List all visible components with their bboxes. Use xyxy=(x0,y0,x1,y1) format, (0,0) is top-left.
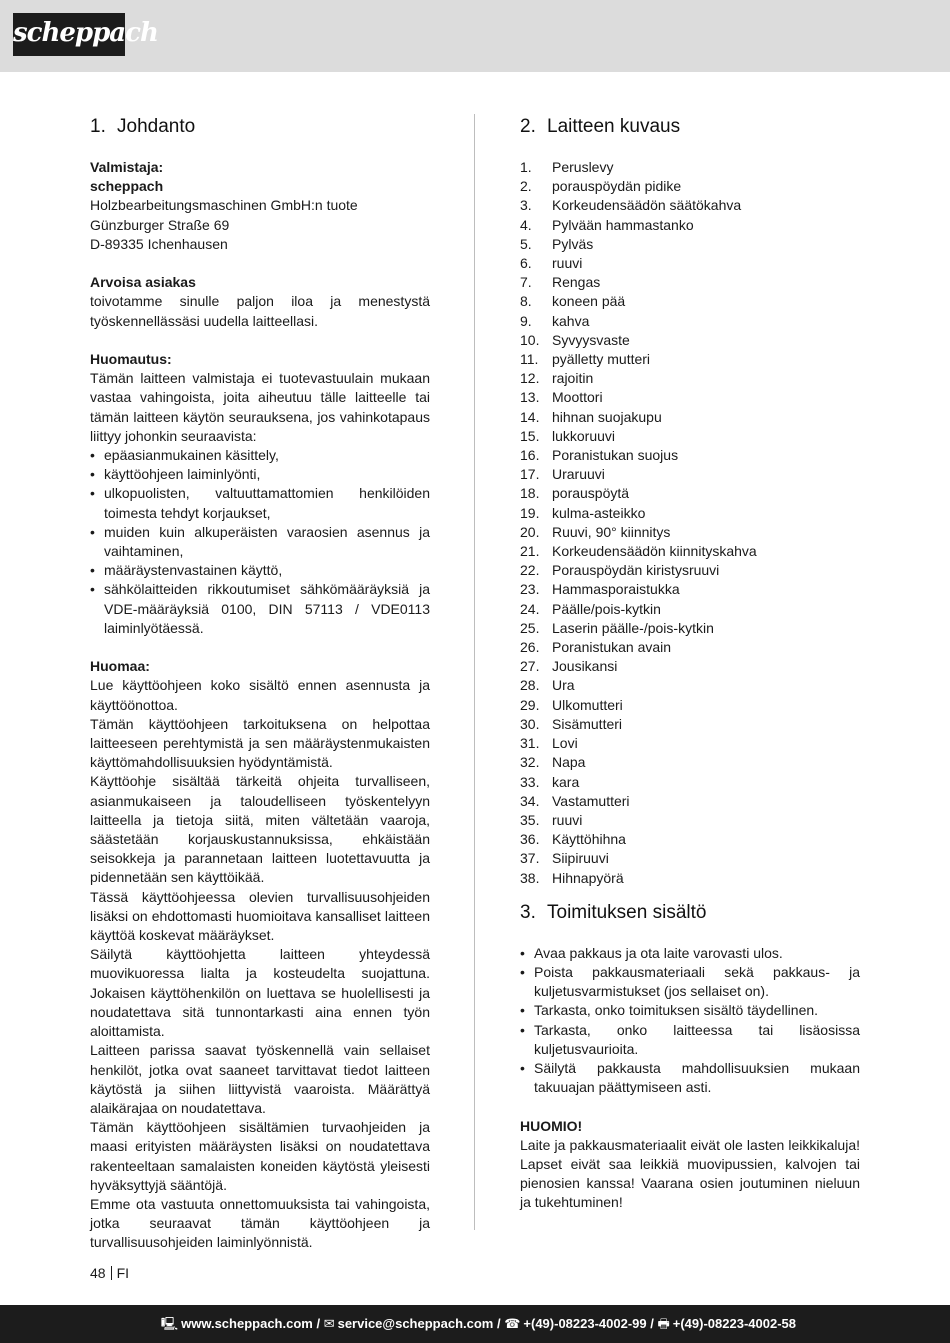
footer-band xyxy=(0,1305,950,1343)
parts-list-item xyxy=(520,830,860,849)
parts-list-item xyxy=(520,465,860,484)
part-name: Ulkomutteri xyxy=(552,696,623,713)
part-number: 38. xyxy=(520,869,540,886)
part-name: Pylväs xyxy=(552,235,594,252)
part-name: pyälletty mutteri xyxy=(552,351,651,368)
part-number: 33. xyxy=(520,773,540,790)
part-number: 8. xyxy=(520,293,532,310)
part-number: 9. xyxy=(520,312,532,329)
part-name: Päälle/pois-kytkin xyxy=(552,600,661,617)
list-item: • Avaa pakkaus ja ota laite varovasti ulos. xyxy=(520,944,860,963)
parts-list-item xyxy=(520,734,860,753)
parts-list-item xyxy=(520,235,860,254)
delivery-list xyxy=(520,944,860,1098)
part-name: Syvyysvaste xyxy=(552,331,630,348)
part-name: koneen pää xyxy=(552,293,626,310)
note-label: Huomaa: xyxy=(90,658,150,675)
parts-list-item xyxy=(520,619,860,638)
notice-list xyxy=(90,446,430,638)
part-name: Porauspöydän kiristysruuvi xyxy=(552,562,720,579)
list-item: • Tarkasta, onko laitteessa tai lisäosissa kuljetusvaurioita. xyxy=(520,1021,860,1059)
part-number: 13. xyxy=(520,389,540,406)
list-item: • määräystenvastainen käyttö, xyxy=(90,561,430,580)
parts-list-item xyxy=(520,312,860,331)
parts-list-item xyxy=(520,523,860,542)
parts-list-item xyxy=(520,292,860,311)
note-paragraph: Laitteen parissa saavat työskennellä vain sellaiset henkilöt, jotka ovat saaneet tarvittavat tiedot laitteen käytöstä ja siihen liittyvistä vaaroista. Määrättyä alaikärajaa on noudatettava. xyxy=(90,1042,430,1116)
parts-list-item xyxy=(520,869,860,888)
parts-list-item xyxy=(520,331,860,350)
part-number: 4. xyxy=(520,216,532,233)
part-number: 32. xyxy=(520,754,540,771)
part-name: Ruuvi, 90° kiinnitys xyxy=(552,523,671,540)
footer-web: www.scheppach.com / xyxy=(181,1316,321,1331)
parts-list xyxy=(520,158,860,888)
parts-list-item xyxy=(520,792,860,811)
part-number: 30. xyxy=(520,715,540,732)
part-name: Korkeudensäädön kiinnityskahva xyxy=(552,543,757,560)
part-name: Uraruuvi xyxy=(552,466,605,483)
part-name: Vastamutteri xyxy=(552,792,630,809)
part-name: Käyttöhihna xyxy=(552,831,626,848)
part-number: 16. xyxy=(520,447,540,464)
part-number: 2. xyxy=(520,178,532,195)
part-number: 7. xyxy=(520,274,532,291)
parts-list-item xyxy=(520,676,860,695)
parts-list-item xyxy=(520,216,860,235)
part-number: 20. xyxy=(520,523,540,540)
parts-list-item xyxy=(520,177,860,196)
part-number: 24. xyxy=(520,600,540,617)
part-name: Napa xyxy=(552,754,586,771)
mail-icon: ✉ xyxy=(323,1316,335,1331)
part-number: 23. xyxy=(520,581,540,598)
list-item: • epäasianmukainen käsittely, xyxy=(90,446,430,465)
note-paragraph: Tämän käyttöohjeen sisältämien turvaohjeiden ja maasi erityisten määräysten lisäksi on noudatettava rakenteeltaan samalaisten koneiden käytöstä yleisesti hyväksyttyjä sääntöjä. xyxy=(90,1119,430,1193)
part-number: 36. xyxy=(520,831,540,848)
part-name: hihnan suojakupu xyxy=(552,408,662,425)
part-number: 11. xyxy=(520,351,539,368)
parts-list-item xyxy=(520,849,860,868)
scheppach-logo: scheppach xyxy=(13,13,125,56)
part-name: Hammasporaistukka xyxy=(552,581,680,598)
part-name: Moottori xyxy=(552,389,603,406)
note-paragraph: Tämän käyttöohjeen tarkoituksena on helpottaa laitteeseen perehtymistä ja sen määräystenmukaisten käyttömahdollisuuksien hyödyntämistä. xyxy=(90,715,430,771)
parts-list-item xyxy=(520,561,860,580)
phone-icon: ☎ xyxy=(504,1316,521,1331)
part-number: 34. xyxy=(520,792,540,809)
part-number: 29. xyxy=(520,696,540,713)
part-name: Rengas xyxy=(552,274,601,291)
company-name: scheppach xyxy=(90,178,164,195)
parts-list-item xyxy=(520,773,860,792)
parts-list-item xyxy=(520,504,860,523)
parts-list-item xyxy=(520,696,860,715)
note-paragraph: Käyttöohje sisältää tärkeitä ohjeita turvalliseen, asianmukaiseen ja taloudelliseen työskentelyyn laitteella ja tietoja siitä, miten vältetään vaaroja, säästetään korjauskustannuksissa, ehkäistään seisokkeja ja parannetaan laitteen luotettavuutta ja pidennetään sen käyttöikää. xyxy=(90,773,430,886)
part-number: 10. xyxy=(520,331,540,348)
parts-list-item xyxy=(520,446,860,465)
notice-label: Huomautus: xyxy=(90,351,172,367)
part-name: Hihnapyörä xyxy=(552,869,624,886)
dear-customer-label: Arvoisa asiakas xyxy=(90,274,196,291)
footer-phone: +(49)-08223-4002-99 / xyxy=(523,1316,654,1331)
manufacturer-label: Valmistaja: xyxy=(90,159,164,175)
parts-list-item xyxy=(520,388,860,407)
note-paragraph: Tässä käyttöohjeessa olevien turvallisuusohjeiden lisäksi on ehdottomasti huomioitava kansalliset laitteen käyttöä koskevat määräykset. xyxy=(90,888,430,944)
notice-text: Tämän laitteen valmistaja ei tuotevastuulain mukaan vastaa vahingoista, joita aiheutuu tälle laitteelle tai tämän laitteen käytön seurauksena, jos vahinkotapaus liittyy johonkin seuraavista: xyxy=(90,370,430,444)
part-name: porauspöydän pidike xyxy=(552,178,682,195)
list-item: • käyttöohjeen laiminlyönti, xyxy=(90,465,430,484)
part-name: Sisämutteri xyxy=(552,715,623,732)
list-item: • sähkölaitteiden rikkoutumiset sähkömääräyksiä ja VDE-määräyksiä 0100, DIN 57113 / VDE0113 laiminlyötäessä. xyxy=(90,580,430,638)
part-name: Laserin päälle-/pois-kytkin xyxy=(552,619,714,636)
part-number: 6. xyxy=(520,255,532,272)
parts-list-item xyxy=(520,580,860,599)
section-heading-device-description: 2. Laitteen kuvaus xyxy=(520,116,681,137)
section-heading-introduction: 1. Johdanto xyxy=(90,116,196,137)
part-name: Ura xyxy=(552,677,575,694)
fax-icon: 🖶 xyxy=(657,1316,670,1331)
parts-list-item xyxy=(520,542,860,561)
part-number: 19. xyxy=(520,504,540,521)
parts-list-item xyxy=(520,196,860,215)
parts-list-item xyxy=(520,811,860,830)
part-number: 25. xyxy=(520,619,540,636)
part-name: rajoitin xyxy=(552,370,594,387)
part-name: Lovi xyxy=(552,735,578,752)
parts-list-item xyxy=(520,350,860,369)
part-name: Poranistukan avain xyxy=(552,639,672,656)
footer-mail: service@scheppach.com / xyxy=(337,1316,501,1331)
part-number: 31. xyxy=(520,735,540,752)
part-name: kara xyxy=(552,773,580,790)
column-divider xyxy=(474,114,475,1230)
parts-list-item xyxy=(520,158,860,177)
part-number: 37. xyxy=(520,850,540,867)
note-paragraph: Emme ota vastuuta onnettomuuksista tai vahingoista, jotka seuraavat tämän käyttöohjeen ja turvallisuusohjeiden laiminlyönnistä. xyxy=(90,1195,430,1251)
part-number: 22. xyxy=(520,562,540,579)
left-column xyxy=(90,116,430,1253)
right-column xyxy=(520,116,860,1213)
parts-list-item xyxy=(520,638,860,657)
parts-list-item xyxy=(520,600,860,619)
parts-list-item xyxy=(520,657,860,676)
part-name: Siipiruuvi xyxy=(552,850,609,867)
address-line: D-89335 Ichenhausen xyxy=(90,235,228,252)
address-line: Holzbearbeitungsmaschinen GmbH:n tuote xyxy=(90,197,358,214)
part-name: Poranistukan suojus xyxy=(552,447,679,464)
part-number: 27. xyxy=(520,658,540,675)
part-name: lukkoruuvi xyxy=(552,427,616,444)
part-number: 21. xyxy=(520,543,540,560)
parts-list-item xyxy=(520,427,860,446)
parts-list-item xyxy=(520,273,860,292)
part-number: 5. xyxy=(520,235,532,252)
section-heading-delivery-contents: 3. Toimituksen sisältö xyxy=(520,901,707,923)
part-number: 17. xyxy=(520,466,540,483)
parts-list-item xyxy=(520,408,860,427)
part-number: 12. xyxy=(520,370,540,387)
list-item: • Poista pakkausmateriaali sekä pakkaus- ja kuljetusvarmistukset (jos sellaiset on). xyxy=(520,963,860,1001)
part-name: Jousikansi xyxy=(552,658,618,675)
part-number: 35. xyxy=(520,811,540,828)
part-name: ruuvi xyxy=(552,811,583,828)
list-item: • ulkopuolisten, valtuuttamattomien henkilöiden toimesta tehdyt korjaukset, xyxy=(90,484,430,522)
part-number: 14. xyxy=(520,408,540,425)
parts-list-item xyxy=(520,715,860,734)
parts-list-item xyxy=(520,254,860,273)
footer-fax: +(49)-08223-4002-58 xyxy=(672,1316,796,1331)
warning-label: HUOMIO! xyxy=(520,1117,583,1134)
address-line: Günzburger Straße 69 xyxy=(90,216,230,233)
part-number: 3. xyxy=(520,197,532,214)
part-number: 15. xyxy=(520,427,540,444)
parts-list-item xyxy=(520,369,860,388)
part-name: kahva xyxy=(552,312,590,329)
computer-icon: 🖳 xyxy=(160,1316,179,1331)
note-paragraph: Lue käyttöohjeen koko sisältö ennen asennusta ja käyttöönottoa. xyxy=(90,677,430,713)
part-name: Pylvään hammastanko xyxy=(552,216,694,233)
dear-customer-text: toivotamme sinulle paljon iloa ja menestystä työskennellässäsi uudella laitteellasi. xyxy=(90,293,430,329)
part-name: ruuvi xyxy=(552,255,583,272)
note-paragraph: Säilytä käyttöohjetta laitteen yhteydessä muovikuoressa lialta ja kosteudelta suojattuna. Jokaisen käyttöhenkilön on luettava se huolellisesti ja noudatettava sitä tunnontarkasti aina ennen työn aloittamista. xyxy=(90,946,430,1040)
list-item: • muiden kuin alkuperäisten varaosien asennus ja vaihtaminen, xyxy=(90,523,430,561)
part-name: Korkeudensäädön säätökahva xyxy=(552,197,742,214)
page-number: 48 FI xyxy=(90,1265,130,1281)
parts-list-item xyxy=(520,753,860,772)
part-number: 1. xyxy=(520,159,532,175)
list-item: • Tarkasta, onko toimituksen sisältö täydellinen. xyxy=(520,1001,860,1020)
part-name: porauspöytä xyxy=(552,485,630,502)
parts-list-item xyxy=(520,484,860,503)
part-number: 26. xyxy=(520,639,540,656)
part-name: kulma-asteikko xyxy=(552,504,646,521)
part-number: 18. xyxy=(520,485,540,502)
list-item: • Säilytä pakkausta mahdollisuuksien mukaan takuuajan päättymiseen asti. xyxy=(520,1059,860,1097)
part-name: Peruslevy xyxy=(552,159,614,175)
part-number: 28. xyxy=(520,677,540,694)
header-band xyxy=(0,0,950,72)
warning-text: Laite ja pakkausmateriaalit eivät ole lasten leikkikaluja! Lapset eivät saa leikkiä muovipussien, kalvojen tai pienosien kanssa! Vaarana osien joutuminen nieluun ja tukehtuminen! xyxy=(520,1136,860,1211)
